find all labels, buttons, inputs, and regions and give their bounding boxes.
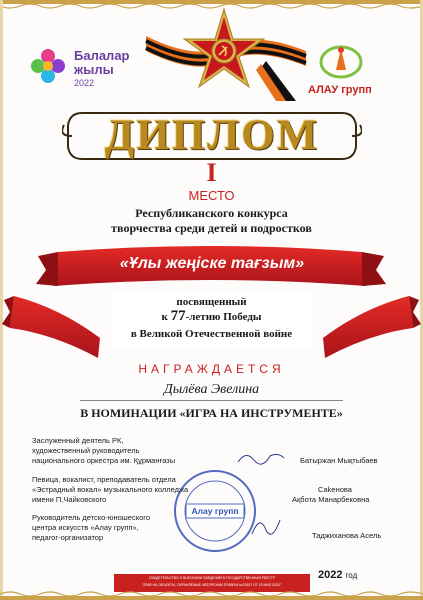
dedicated-number: 77	[170, 308, 186, 324]
stamp-text: Алау групп	[191, 506, 239, 516]
signatory-2-name-line1: Саkенова	[318, 485, 352, 494]
signatory-1-title-line1: Заслуженный деятель РК,	[32, 436, 124, 445]
year-value: 2022	[318, 569, 343, 581]
signatory-3-name: Таджиханова Асель	[312, 531, 382, 540]
alau-brand-name: АЛАУ групп	[308, 84, 372, 96]
awarded-label: НАГРАЖДАЕТСЯ	[138, 362, 285, 376]
signatory-2-title-line2: «Эстрадный вокал» музыкального колледжа	[32, 485, 189, 494]
signatory-1-title-line3: национального оркестра им. Құрманғазы	[32, 456, 176, 465]
footer-note-line2: ПРАВ НА ОБЪЕКТЫ, ОХРАНЯЕМЫЕ АВТОРСКИМ ПРАВОМ №21537 ОТ 15 МАЯ 2021Г	[142, 583, 282, 587]
year-suffix: год	[345, 571, 358, 580]
dedicated-line3: в Великой Отечественной войне	[130, 328, 293, 340]
signatory-3-title-line2: центра искусств «Алау групп»,	[32, 523, 139, 532]
diploma-title: ДИПЛОМ	[104, 112, 320, 159]
signatory-1-title-line2: художественный руководитель	[32, 446, 140, 455]
signatory-1-name: Батыржан Мықтыбаев	[300, 456, 378, 465]
signatory-2-name-line2: Ақбота Манарбековна	[292, 495, 370, 504]
bottom-ornament-border	[0, 590, 423, 600]
contest-line2: творчества среди детей и подростков	[111, 221, 312, 235]
balalar-brand-year: 2022	[74, 78, 95, 88]
balalar-brand-line2: жылы	[74, 62, 114, 77]
alau-group-logo-icon	[318, 40, 364, 80]
dedicated-line2	[0, 308, 423, 325]
nomination: В НОМИНАЦИИ «ИГРА НА ИНСТРУМЕНТЕ»	[80, 406, 343, 420]
dedicated-prefix: к	[161, 311, 168, 323]
place-label: МЕСТО	[188, 188, 235, 203]
dedicated-line1: посвященный	[176, 296, 247, 308]
signatory-3-title-line1: Руководитель детско-юношеского	[32, 513, 150, 522]
signatory-2-title-line1: Певица, вокалист, преподаватель отдела	[32, 475, 176, 484]
victory-order-emblem-icon	[136, 6, 316, 106]
place-number: I	[206, 158, 217, 187]
signatory-3-title-line3: педагог-организатор	[32, 533, 104, 542]
footer-year	[318, 569, 357, 581]
recipient-name: Дылёва Эвелина	[163, 382, 260, 397]
ribbon-title: «Ұлы жеңіске тағзым»	[119, 255, 305, 272]
recipient-underline	[80, 400, 343, 401]
signature-1-icon	[236, 446, 286, 468]
dedicated-suffix: -летию Победы	[185, 311, 262, 323]
balalar-logo-icon	[26, 44, 70, 88]
contest-line1: Республиканского конкурса	[135, 206, 288, 220]
signatory-2-title-line3: имени П.Чайковского	[32, 495, 107, 504]
balalar-brand-line1: Балалар	[74, 48, 130, 63]
footer-note-line1: СВИДЕТЕЛЬСТВО О ВНЕСЕНИИ СВЕДЕНИЙ В ГОСУДАРСТВЕННЫЙ РЕЕСТР	[148, 576, 276, 580]
